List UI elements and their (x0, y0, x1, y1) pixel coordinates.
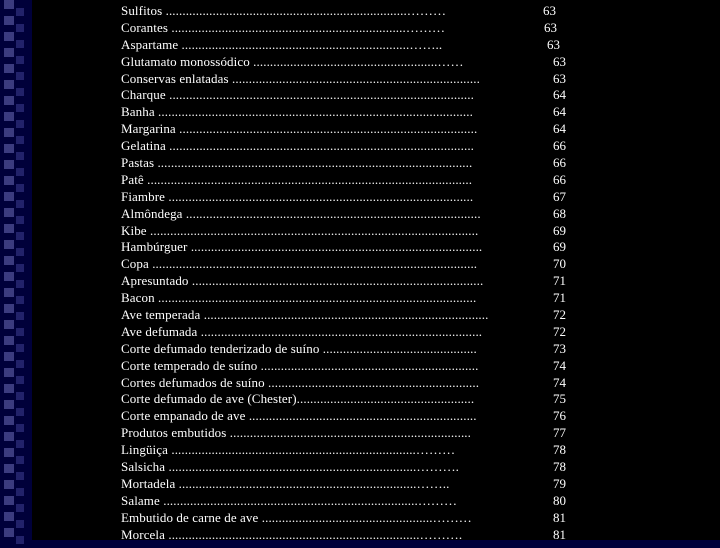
toc-entry (121, 510, 591, 527)
toc-entry-page: 74 (553, 374, 566, 390)
toc-entry-label: Mortadela .......................................................................…….. (121, 475, 450, 491)
toc-entry-label: Morcela ...........................................................................………. (121, 526, 463, 542)
toc-entry-page: 69 (553, 239, 566, 255)
toc-entry-label: Corantes ......................................................................……… (121, 19, 446, 35)
table-of-contents (121, 3, 591, 544)
toc-entry-page: 66 (553, 171, 566, 187)
toc-entry-page: 70 (553, 256, 566, 272)
toc-entry-page: 72 (553, 323, 566, 339)
toc-entry-page: 75 (553, 391, 566, 407)
toc-entry-label: Pastas .............................................................................................. (121, 155, 473, 171)
toc-entry-label: Conservas enlatadas .......................................................................... (121, 70, 480, 86)
toc-entry-label: Margarina ......................................................................................... (121, 121, 478, 137)
toc-entry-label: Corte empanado de ave .................................................................... (121, 408, 477, 424)
toc-entry-page: 71 (553, 273, 566, 289)
toc-entry-page: 77 (553, 425, 566, 441)
toc-entry-page: 78 (553, 459, 566, 475)
toc-entry-page: 63 (544, 19, 557, 35)
toc-entry-page: 64 (553, 104, 566, 120)
toc-entry-page: 71 (553, 290, 566, 306)
toc-entry-label: Corte defumado de ave (Chester)..................................................... (121, 391, 475, 407)
toc-entry (121, 476, 591, 493)
toc-entry (121, 189, 591, 206)
toc-entry (121, 256, 591, 273)
toc-entry-page: 74 (553, 357, 566, 373)
toc-entry-label: Cortes defumados de suíno ............................................................... (121, 374, 480, 390)
toc-entry (121, 3, 591, 20)
toc-entry (121, 37, 591, 54)
toc-entry (121, 307, 591, 324)
toc-entry (121, 138, 591, 155)
toc-entry-page: 81 (553, 509, 566, 525)
toc-entry-label: Almôndega ........................................................................................ (121, 205, 481, 221)
toc-entry-label: Sulfitos ........................................................................……… (121, 3, 447, 18)
toc-entry (121, 104, 591, 121)
toc-entry (121, 459, 591, 476)
toc-entry (121, 71, 591, 88)
toc-entry-page: 64 (553, 87, 566, 103)
toc-entry (121, 121, 591, 138)
toc-entry-label: Charque ........................................................................................... (121, 87, 474, 103)
toc-entry (121, 425, 591, 442)
toc-entry-label: Produtos embutidos ........................................................................ (121, 425, 471, 441)
toc-entry-page: 66 (553, 138, 566, 154)
toc-entry-page: 64 (553, 121, 566, 137)
toc-entry-label: Fiambre ........................................................................................... (121, 188, 474, 204)
toc-entry-label: Corte defumado tenderizado de suíno .............................................. (121, 340, 477, 356)
toc-entry (121, 375, 591, 392)
toc-entry (121, 223, 591, 240)
toc-entry (121, 358, 591, 375)
toc-entry (121, 155, 591, 172)
toc-entry (121, 172, 591, 189)
toc-entry-label: Hambúrguer ....................................................................................... (121, 239, 483, 255)
toc-entry-page: 79 (553, 475, 566, 491)
toc-entry-page: 72 (553, 307, 566, 323)
toc-entry-label: Banha .............................................................................................. (121, 104, 473, 120)
toc-entry-label: Patê ................................................................................................. (121, 171, 473, 187)
toc-entry (121, 206, 591, 223)
toc-entry (121, 273, 591, 290)
toc-entry-page: 63 (553, 53, 566, 69)
toc-entry-page: 76 (553, 408, 566, 424)
toc-entry-page: 81 (553, 526, 566, 542)
toc-entry-label: Glutamato monossódico .......................................................…… (121, 53, 464, 69)
toc-entry-page: 78 (553, 442, 566, 458)
toc-entry-page: 68 (553, 205, 566, 221)
toc-entry-label: Salsicha ..........................................................................………. (121, 459, 460, 475)
toc-entry-label: Kibe .................................................................................................. (121, 222, 479, 238)
toc-entry (121, 290, 591, 307)
toc-entry (121, 341, 591, 358)
toc-entry-page: 63 (553, 70, 566, 86)
toc-entry-label: Ave defumada .................................................................................... (121, 323, 483, 339)
toc-entry-page: 80 (553, 492, 566, 508)
toc-entry-label: Corte temperado de suíno ................................................................. (121, 357, 479, 373)
toc-entry (121, 87, 591, 104)
toc-entry-label: Apresuntado ....................................................................................... (121, 273, 484, 289)
toc-entry (121, 391, 591, 408)
toc-entry (121, 442, 591, 459)
toc-entry-label: Copa ................................................................................................. (121, 256, 478, 272)
toc-entry-label: Embutido de carne de ave ...................................................……… (121, 509, 472, 525)
toc-entry-label: Salame ............................................................................……… (121, 492, 458, 508)
toc-entry (121, 527, 591, 544)
toc-entry-label: Gelatina ........................................................................................... (121, 138, 475, 154)
toc-entry-label: Ave temperada ..................................................................................... (121, 307, 489, 323)
toc-entry-label: Lingüiça .........................................................................……… (121, 442, 456, 458)
toc-entry-page: 63 (547, 36, 560, 52)
toc-entry-page: 69 (553, 222, 566, 238)
toc-entry (121, 408, 591, 425)
toc-entry (121, 324, 591, 341)
toc-entry (121, 20, 591, 37)
toc-entry (121, 239, 591, 256)
toc-entry-page: 63 (543, 3, 556, 18)
toc-entry (121, 493, 591, 510)
toc-entry-label: Aspartame ....................................................................…….. (121, 36, 443, 52)
toc-entry (121, 54, 591, 71)
toc-entry-page: 66 (553, 155, 566, 171)
toc-entry-page: 67 (553, 188, 566, 204)
toc-entry-label: Bacon ............................................................................................... (121, 290, 477, 306)
side-decoration-strip-inner (16, 8, 24, 548)
toc-entry-page: 73 (553, 340, 566, 356)
